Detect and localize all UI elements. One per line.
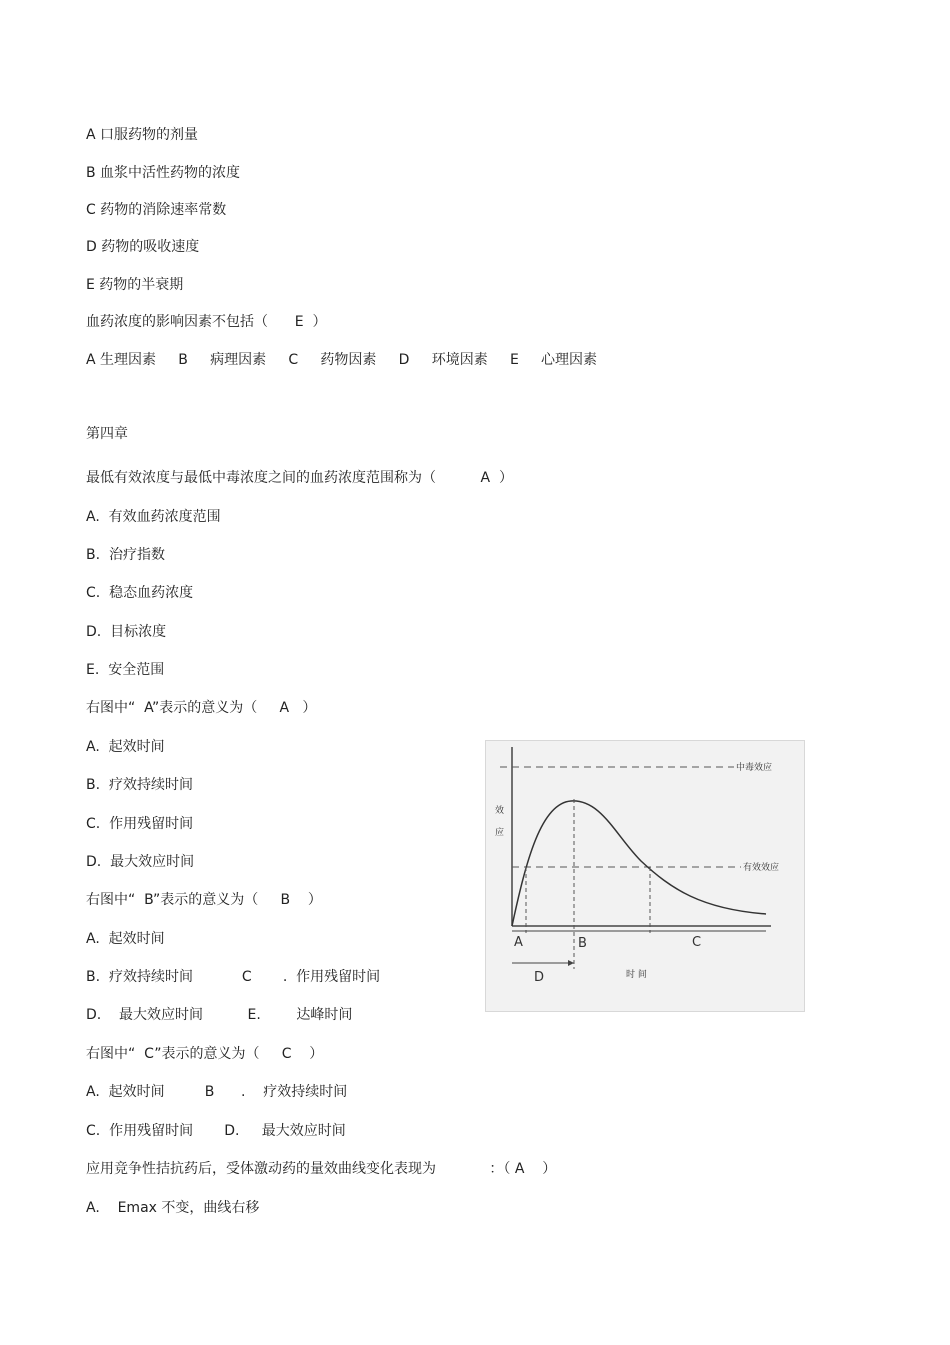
text-line: B 血浆中活性药物的浓度	[86, 165, 241, 181]
text-line: C. 稳态血药浓度	[86, 585, 194, 601]
text-line: A 口服药物的剂量	[86, 127, 199, 143]
question-line: 最低有效浓度与最低中毒浓度之间的血药浓度范围称为（ A ）	[86, 470, 513, 486]
text-line: D 药物的吸收速度	[86, 239, 200, 255]
toxic-threshold-label: 中毒效应	[736, 763, 773, 773]
question-line: 右图中“ C”表示的意义为（ C ）	[86, 1046, 324, 1062]
text-line: A. 起效时间	[86, 739, 165, 755]
segment-b-label: B	[578, 936, 587, 951]
segment-c-label: C	[692, 935, 702, 950]
text-line: A. 有效血药浓度范围	[86, 509, 221, 525]
segment-d-arrowhead	[568, 960, 574, 966]
text-line: C 药物的消除速率常数	[86, 202, 227, 218]
y-axis-label-1: 效	[495, 806, 505, 816]
time-effect-curve	[512, 801, 766, 926]
text-line: B. 疗效持续时间	[86, 777, 193, 793]
segment-d-label: D	[534, 970, 545, 985]
question-line: 应用竞争性拮抗药后，受体激动药的量效曲线变化表现为 ：（ A ）	[86, 1161, 557, 1177]
question-line: 右图中“ A”表示的意义为（ A ）	[86, 700, 317, 716]
text-line: A. 起效时间	[86, 931, 165, 947]
time-effect-diagram	[486, 741, 804, 1011]
x-axis-label: 时 间	[626, 970, 647, 980]
text-line: C. 作用残留时间	[86, 816, 194, 832]
chapter-heading: 第四章	[86, 426, 128, 442]
time-effect-figure	[485, 740, 805, 1012]
text-line: B. 疗效持续时间 C . 作用残留时间	[86, 969, 381, 985]
y-axis-label-2: 应	[495, 828, 505, 838]
text-line: B. 治疗指数	[86, 547, 165, 563]
text-line: A. 起效时间 B . 疗效持续时间	[86, 1084, 348, 1100]
text-line: A. Emax 不变，曲线右移	[86, 1200, 260, 1216]
text-line: D. 最大效应时间	[86, 854, 195, 870]
question-line: 血药浓度的影响因素不包括（ E ）	[86, 314, 327, 330]
text-line: E. 安全范围	[86, 662, 165, 678]
text-line: A 生理因素 B 病理因素 C 药物因素 D 环境因素 E 心理因素	[86, 352, 598, 368]
effective-threshold-label: 有效效应	[743, 863, 780, 873]
text-line: E 药物的半衰期	[86, 277, 184, 293]
text-line: D. 目标浓度	[86, 624, 167, 640]
segment-a-label: A	[514, 935, 523, 950]
question-line: 右图中“ B”表示的意义为（ B ）	[86, 892, 322, 908]
text-line: D. 最大效应时间 E. 达峰时间	[86, 1007, 353, 1023]
text-line: C. 作用残留时间 D. 最大效应时间	[86, 1123, 346, 1139]
